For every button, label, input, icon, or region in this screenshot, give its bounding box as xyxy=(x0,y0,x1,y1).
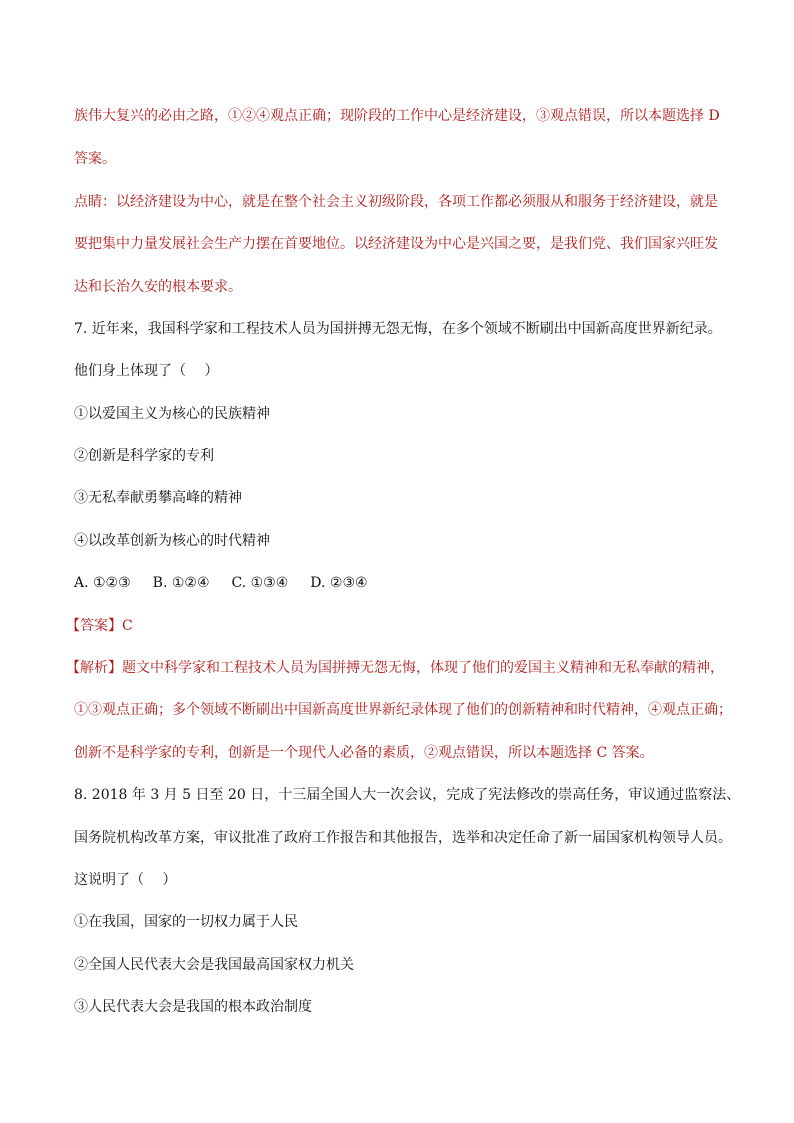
prev-analysis-line-1: 族伟大复兴的必由之路，①②④观点正确；现阶段的工作中心是经济建设，③观点错误，所以本题选择 D xyxy=(74,108,720,124)
q7-option-c: C. ①③④ xyxy=(231,575,289,591)
q8-item-2: ②全国人民代表大会是我国最高国家权力机关 xyxy=(74,957,354,973)
q8-item-3: ③人民代表大会是我国的根本政治制度 xyxy=(74,999,312,1015)
tip-line-2: 要把集中力量发展社会生产力摆在首要地位。以经济建设为中心是兴国之要，是我们党、我们国家兴旺发 xyxy=(74,236,718,252)
q7-item-3: ③无私奉献勇攀高峰的精神 xyxy=(74,490,242,506)
q7-option-b: B. ①②④ xyxy=(152,575,210,591)
q7-analysis-line-3: 创新不是科学家的专利，创新是一个现代人必备的素质，②观点错误，所以本题选择 C 答案。 xyxy=(74,745,654,761)
q7-option-d: D. ②③④ xyxy=(310,575,368,591)
tip-line-1: 点睛：以经济建设为中心，就是在整个社会主义初级阶段，各项工作都必须服从和服务于经济建设，就是 xyxy=(74,194,718,210)
q7-analysis-line-2: ①③观点正确；多个领域不断刷出中国新高度世界新纪录体现了他们的创新精神和时代精神，④观点正确； xyxy=(74,702,732,718)
q8-stem-line-1: 8. 2018 年 3 月 5 日至 20 日，十三届全国人大一次会议，完成了宪法修改的崇高任务，审议通过监察法、 xyxy=(74,787,741,803)
q7-option-a: A. ①②③ xyxy=(74,575,131,591)
q8-item-1: ①在我国，国家的一切权力属于人民 xyxy=(74,914,298,930)
q7-stem-line-1: 7. 近年来，我国科学家和工程技术人员为国拼搏无怨无悔，在多个领域不断刷出中国新高度世界新纪录。 xyxy=(74,321,722,337)
q8-stem-line-3: 这说明了（ ） xyxy=(74,872,177,888)
q7-item-4: ④以改革创新为核心的时代精神 xyxy=(74,533,270,549)
tip-line-3: 达和长治久安的根本要求。 xyxy=(74,279,242,295)
q7-answer: 【答案】C xyxy=(66,618,133,634)
q7-item-2: ②创新是科学家的专利 xyxy=(74,448,214,464)
q7-stem-line-2: 他们身上体现了（ ） xyxy=(74,363,219,379)
q7-analysis-line-1: 【解析】题文中科学家和工程技术人员为国拼搏无怨无悔，体现了他们的爱国主义精神和无私奉献的精神， xyxy=(66,660,724,676)
q8-stem-line-2: 国务院机构改革方案，审议批准了政府工作报告和其他报告，选举和决定任命了新一届国家机构领导人员。 xyxy=(74,830,732,846)
prev-analysis-line-2: 答案。 xyxy=(74,151,116,167)
q7-options xyxy=(74,573,368,593)
q7-item-1: ①以爱国主义为核心的民族精神 xyxy=(74,406,270,422)
